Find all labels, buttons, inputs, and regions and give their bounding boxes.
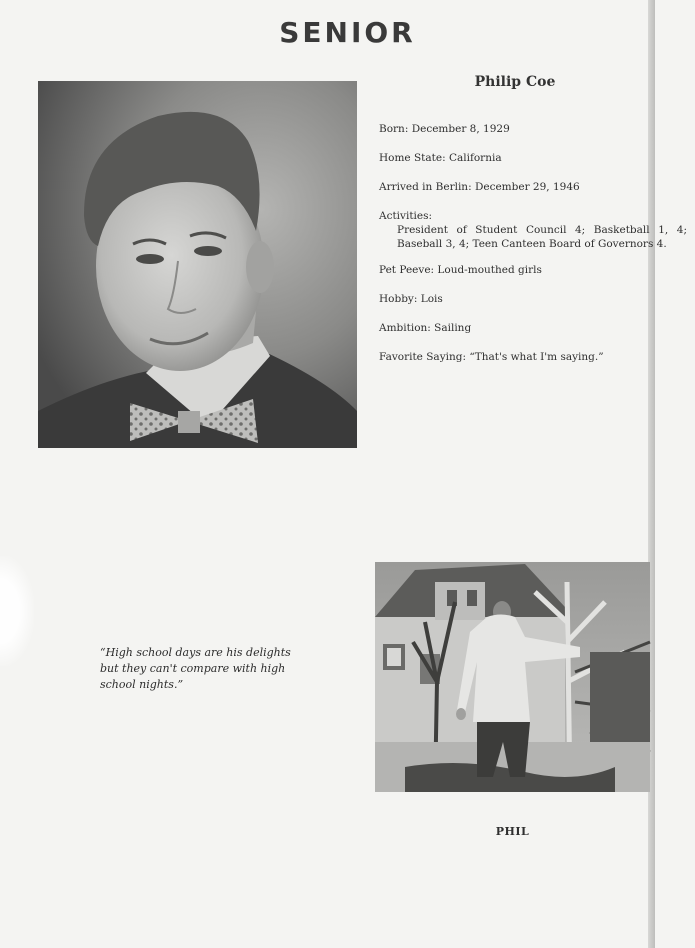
candid-snapshot-photo	[375, 562, 650, 792]
student-name: Philip Coe	[474, 74, 556, 90]
senior-portrait-photo	[38, 81, 357, 448]
snapshot-caption: PHIL	[495, 825, 530, 838]
page-heading: SENIOR	[279, 16, 416, 49]
pet-peeve-fact: Pet Peeve: Loud-mouthed girls	[379, 264, 542, 276]
favorite-saying-fact: Favorite Saying: “That's what I'm saying.”	[379, 351, 604, 363]
arrived-fact: Arrived in Berlin: December 29, 1946	[379, 181, 580, 193]
ambition-fact: Ambition: Sailing	[379, 322, 472, 334]
hobby-fact: Hobby: Lois	[379, 293, 443, 305]
born-fact: Born: December 8, 1929	[379, 123, 510, 135]
senior-facts	[379, 122, 687, 379]
senior-quote: “High school days are his delights but they can't compare with high school nights.”	[100, 646, 291, 691]
paper-fold	[0, 556, 34, 666]
home-state-fact: Home State: California	[379, 152, 502, 164]
activities-list: President of Student Council 4; Basketball 1, 4; Baseball 3, 4; Teen Canteen Board of Governors 4.	[397, 224, 687, 250]
activities-label: Activities:	[379, 210, 433, 222]
activities-fact	[379, 209, 687, 251]
